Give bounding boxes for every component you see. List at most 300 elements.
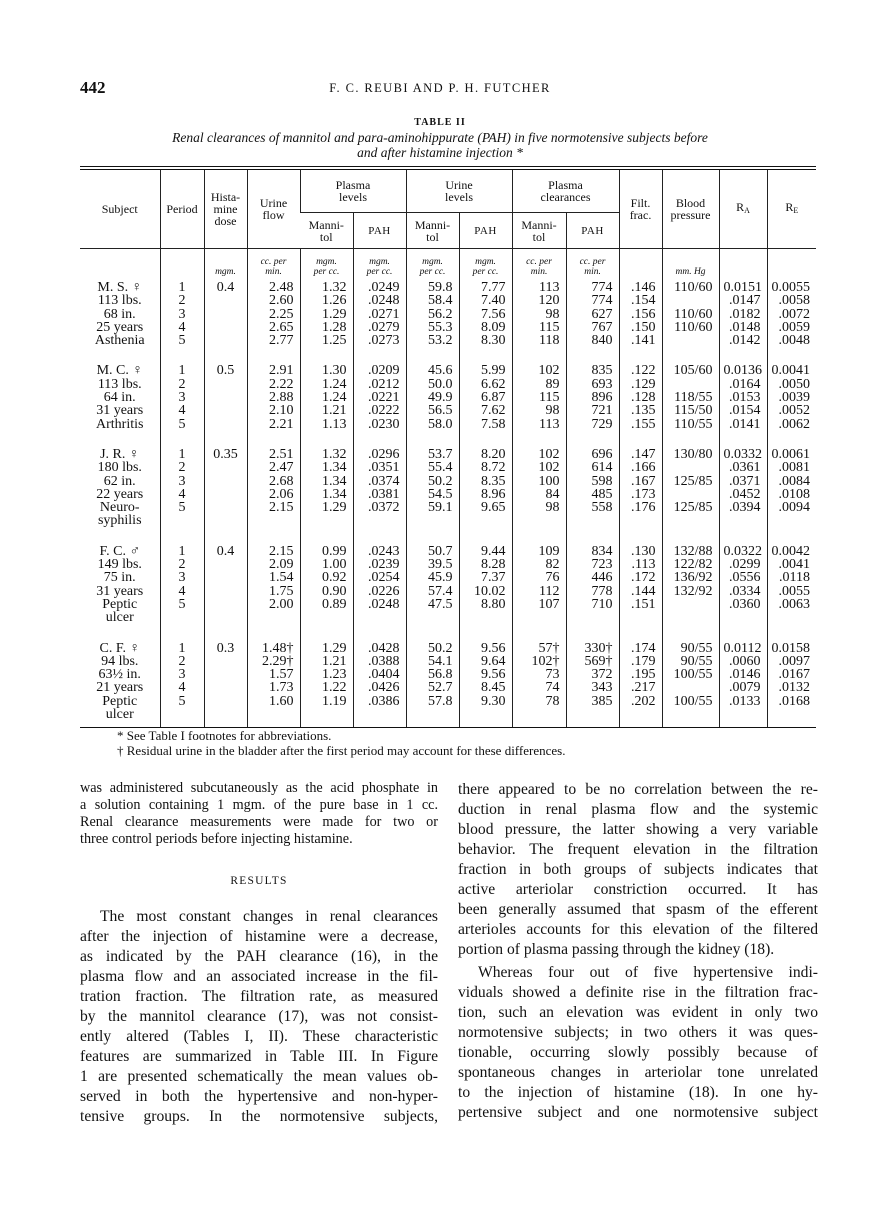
cell-value: 774 <box>591 293 613 309</box>
cell-value: .0239 <box>368 557 400 573</box>
urine-flow-cell <box>247 444 300 541</box>
cell-value: 598 <box>591 473 613 489</box>
cell-value: ulcer <box>105 707 134 723</box>
cell-value: 7.37 <box>481 570 506 586</box>
col-header-subject: Subject <box>101 202 138 216</box>
cell-value: 102 <box>538 460 560 476</box>
cell-value: 100/55 <box>673 693 713 709</box>
cell-value: .147 <box>631 446 656 462</box>
header-text: R <box>736 200 745 214</box>
units-row <box>80 249 816 278</box>
urine-mannitol-cell <box>406 541 459 638</box>
col-header-clearance-pah: PAH <box>566 213 619 249</box>
col-header-urine-pah: PAH <box>459 213 512 249</box>
ra-cell <box>719 444 767 541</box>
cell-value: .0452 <box>729 486 761 502</box>
cell-value: .0048 <box>778 333 811 349</box>
cell-value: 2.77 <box>269 333 294 349</box>
cell-value: 102† <box>531 653 560 669</box>
footnote-residual-urine: † Residual urine in the bladder after the first period may account for these differences. <box>117 743 566 758</box>
cell-value: .0050 <box>778 376 811 392</box>
cell-value: 1.24 <box>322 390 347 406</box>
cell-value: .0182 <box>729 306 761 322</box>
cell-value: .135 <box>631 403 656 419</box>
cell-value <box>667 378 715 391</box>
body-column-right <box>458 780 818 1123</box>
cell-value: .174 <box>631 640 656 656</box>
subject-group-row <box>80 541 816 638</box>
cell-value: 1.73 <box>269 680 294 696</box>
cell-value: 89 <box>545 376 560 392</box>
cell-value: 58.0 <box>428 416 453 432</box>
cell-value: 45.6 <box>428 363 453 379</box>
cell-value: .0084 <box>778 473 811 489</box>
cell-value: 59.8 <box>428 280 453 295</box>
header-text: dose <box>214 214 237 228</box>
clearance-mannitol-cell <box>512 277 566 360</box>
urine-flow-cell <box>247 360 300 443</box>
clearance-pah-cell <box>566 277 619 360</box>
plasma-mannitol-cell <box>300 638 353 728</box>
cell-value: .0372 <box>368 500 400 516</box>
cell-value: 558 <box>591 500 613 516</box>
header-subscript: A <box>744 206 750 215</box>
cell-value: 1.29 <box>322 500 347 516</box>
cell-value: .151 <box>631 596 656 612</box>
re-cell <box>767 638 816 728</box>
cell-value <box>667 488 715 501</box>
cell-value: 0.0151 <box>723 280 763 295</box>
cell-value: .0226 <box>368 583 400 599</box>
subject-cell <box>80 360 160 443</box>
cell-value: 90/55 <box>680 640 713 656</box>
cell-value: 2.65 <box>269 319 294 335</box>
cell-value: .166 <box>631 460 656 476</box>
cell-value: 63½ in. <box>98 667 141 683</box>
cell-value <box>667 681 715 694</box>
cell-value: 105/60 <box>673 363 713 379</box>
cell-value: 50.2 <box>428 473 453 489</box>
cell-value: 75 in. <box>103 570 136 586</box>
cell-value: .0371 <box>729 473 761 489</box>
unit-urine-pah: mgm. per cc. <box>459 249 512 278</box>
cell-value: .0404 <box>368 667 400 683</box>
header-subscript: E <box>793 206 799 215</box>
cell-value: .0271 <box>368 306 400 322</box>
cell-value: 115 <box>539 319 560 335</box>
blood-pressure-cell <box>662 360 719 443</box>
header-text: flow <box>262 208 285 222</box>
cell-value: .0146 <box>729 667 761 683</box>
cell-value: 0.92 <box>322 570 347 586</box>
cell-value: 94 lbs. <box>101 653 139 669</box>
cell-value: 5.99 <box>481 363 506 379</box>
cell-value: 132/88 <box>673 543 713 559</box>
re-cell <box>767 541 816 638</box>
cell-value: .0221 <box>368 390 400 406</box>
col-group-urine-levels <box>406 170 512 213</box>
cell-value: 721 <box>591 403 613 419</box>
cell-value: 2.88 <box>269 390 294 406</box>
cell-value: .0334 <box>729 583 761 599</box>
blood-pressure-cell <box>662 541 719 638</box>
cell-value: 2 <box>178 557 186 573</box>
cell-value: 76 <box>545 570 560 586</box>
cell-value: 1.48† <box>262 640 294 656</box>
cell-value: 73 <box>545 667 560 683</box>
header-text: Urine <box>445 178 473 192</box>
cell-value: .0062 <box>778 416 811 432</box>
cell-value: .155 <box>631 416 656 432</box>
cell-value: ulcer <box>105 610 134 626</box>
cell-value: 7.40 <box>481 293 506 309</box>
clearance-mannitol-cell <box>512 638 566 728</box>
cell-value: 102 <box>538 446 560 462</box>
cell-value: 118 <box>539 333 560 349</box>
cell-value: 115/50 <box>674 403 713 419</box>
subject-group-row <box>80 444 816 541</box>
cell-value: 130/80 <box>673 446 713 462</box>
cell-value: 21 years <box>96 680 144 696</box>
table-label: TABLE II <box>414 117 466 128</box>
cell-value: .0230 <box>368 416 400 432</box>
cell-value: 1.30 <box>322 363 347 379</box>
blood-pressure-cell <box>662 277 719 360</box>
cell-value: 696 <box>591 446 613 462</box>
unit-clearance-mannitol: cc. per min. <box>512 249 566 278</box>
cell-value: .195 <box>631 667 656 683</box>
cell-value: 2 <box>178 460 186 476</box>
cell-value: 110/60 <box>674 306 713 322</box>
cell-value: 7.56 <box>481 306 506 322</box>
cell-value: 0.0041 <box>771 363 811 379</box>
col-header-blood-pressure <box>662 170 719 249</box>
cell-value: 9.56 <box>481 667 506 683</box>
urine-pah-cell <box>459 360 512 443</box>
cell-value: 98 <box>545 306 560 322</box>
cell-value: M. C. ♀ <box>96 363 143 379</box>
cell-value: 47.5 <box>428 596 453 612</box>
cell-value: .0360 <box>729 596 761 612</box>
dose-cell: 0.4 <box>204 277 247 360</box>
cell-value: 1.75 <box>269 583 294 599</box>
cell-value: 6.62 <box>481 376 506 392</box>
header-text: Plasma <box>548 178 583 192</box>
cell-value <box>667 461 715 474</box>
footnote-abbreviations: * See Table I footnotes for abbreviations. <box>117 728 332 743</box>
cell-value: 343 <box>591 680 613 696</box>
cell-value: 39.5 <box>428 557 453 573</box>
plasma-mannitol-cell <box>300 444 353 541</box>
urine-mannitol-cell <box>406 638 459 728</box>
cell-value: 0.0158 <box>771 640 811 656</box>
cell-value: .129 <box>631 376 656 392</box>
cell-value: 1 <box>178 280 186 295</box>
cell-value: .0428 <box>368 640 400 656</box>
cell-value: 52.7 <box>428 680 453 696</box>
urine-flow-cell <box>247 277 300 360</box>
cell-value: 372 <box>591 667 613 683</box>
cell-value: 778 <box>591 583 613 599</box>
cell-value: 2.60 <box>269 293 294 309</box>
caption-line: and after histamine injection * <box>357 145 523 160</box>
cell-value: 55.4 <box>428 460 453 476</box>
cell-value: 1.34 <box>322 473 347 489</box>
cell-value: 110/55 <box>674 416 713 432</box>
col-group-plasma-levels <box>300 170 406 213</box>
cell-value: .0041 <box>778 557 811 573</box>
col-header-urine-flow <box>247 170 300 249</box>
cell-value: 100/55 <box>673 667 713 683</box>
cell-value: 330† <box>584 640 613 656</box>
cell-value: 1.23 <box>322 667 347 683</box>
cell-value: .179 <box>631 653 656 669</box>
cell-value: .0164 <box>729 376 761 392</box>
ra-cell <box>719 277 767 360</box>
cell-value: .130 <box>631 543 656 559</box>
paragraph-correlation: there appeared to be no correlation between the re- duction in renal plasma flow and the systemic blood pressure, the latter showing a very variable behavior. The frequent elevation in the filtration fraction in both groups of subjects indicates that active arteriolar constriction occurred. It has been generally assumed that spasm of the efferent arterioles accounts for this elevation of the filtered portion of plasma passing through the kidney (18). <box>458 781 818 958</box>
cell-value: 45.9 <box>428 570 453 586</box>
urine-mannitol-cell <box>406 360 459 443</box>
cell-value: .0426 <box>368 680 400 696</box>
cell-value: 767 <box>591 319 613 335</box>
cell-value: 0.0055 <box>771 280 811 295</box>
cell-value: .0296 <box>368 446 400 462</box>
cell-value: 9.44 <box>481 543 506 559</box>
cell-value: 149 lbs. <box>97 557 142 573</box>
period-cell <box>160 638 204 728</box>
cell-value: 835 <box>591 363 613 379</box>
cell-value: 90/55 <box>680 653 713 669</box>
cell-value: 59.1 <box>428 500 453 516</box>
cell-value: 9.56 <box>481 640 506 656</box>
cell-value: 57.4 <box>428 583 453 599</box>
unit-urine-flow: cc. per min. <box>247 249 300 278</box>
cell-value: 8.45 <box>481 680 506 696</box>
cell-value: 8.28 <box>481 557 506 573</box>
cell-value: 1.13 <box>322 416 347 432</box>
cell-value: 2.15 <box>269 543 294 559</box>
cell-value: 125/85 <box>673 500 713 516</box>
cell-value: .0060 <box>729 653 761 669</box>
cell-value: .0212 <box>368 376 400 392</box>
cell-value: 1.32 <box>322 280 347 295</box>
cell-value: 8.30 <box>481 333 506 349</box>
cell-value: 50.2 <box>428 640 453 656</box>
cell-value: 1 <box>178 446 186 462</box>
clearance-pah-cell <box>566 638 619 728</box>
cell-value: C. F. ♀ <box>99 640 140 656</box>
page-number: 442 <box>80 78 106 97</box>
plasma-mannitol-cell <box>300 360 353 443</box>
table-footnotes <box>117 728 565 758</box>
cell-value: 485 <box>591 486 613 502</box>
cell-value: 58.4 <box>428 293 453 309</box>
subject-group-row <box>80 638 816 728</box>
cell-value: 132/92 <box>673 583 713 599</box>
cell-value: 5 <box>178 596 186 612</box>
subject-cell <box>80 541 160 638</box>
unit-plasma-mannitol: mgm. per cc. <box>300 249 353 278</box>
col-header-re <box>767 170 816 249</box>
cell-value: 4 <box>178 319 186 335</box>
cell-value: 1.24 <box>322 376 347 392</box>
unit-cell <box>767 249 816 278</box>
cell-value: syphilis <box>97 513 142 529</box>
cell-value: 1.28 <box>322 319 347 335</box>
cell-value: 1.34 <box>322 460 347 476</box>
header-text: Filt. <box>630 196 651 210</box>
cell-value: .0079 <box>729 680 761 696</box>
cell-value: 78 <box>545 693 560 709</box>
clearance-mannitol-cell <box>512 444 566 541</box>
cell-value: 1.32 <box>322 446 347 462</box>
unit-cell <box>619 249 662 278</box>
header-text: Plasma <box>335 178 371 192</box>
cell-value: .0118 <box>779 570 811 586</box>
cell-value: 896 <box>591 390 613 406</box>
cell-value: .146 <box>631 280 656 295</box>
cell-value: 0.0136 <box>723 363 763 379</box>
cell-value: .0058 <box>778 293 811 309</box>
cell-value: .0556 <box>729 570 761 586</box>
dose-cell: 0.35 <box>204 444 247 541</box>
col-header-period: Period <box>160 170 204 249</box>
cell-value: .0154 <box>729 403 761 419</box>
data-table <box>80 170 816 727</box>
dose-cell: 0.5 <box>204 360 247 443</box>
cell-value: .144 <box>631 583 656 599</box>
cell-value: .0222 <box>368 403 400 419</box>
col-group-plasma-clearances <box>512 170 619 213</box>
header-text: Urine <box>259 196 288 210</box>
cell-value: 122/82 <box>673 557 713 573</box>
cell-value: 0.90 <box>322 583 347 599</box>
cell-value: 115 <box>539 390 560 406</box>
cell-value: Peptic <box>102 596 138 612</box>
cell-value: 113 lbs. <box>97 376 142 392</box>
cell-value: 110/60 <box>674 280 713 295</box>
cell-value: .0361 <box>729 460 761 476</box>
urine-pah-cell <box>459 541 512 638</box>
cell-value <box>667 294 715 307</box>
cell-value: 1.25 <box>322 333 347 349</box>
cell-value: 8.20 <box>481 446 506 462</box>
cell-value: 4 <box>178 680 186 696</box>
cell-value: 710 <box>591 596 613 612</box>
cell-value: .217 <box>631 680 656 696</box>
urine-pah-cell <box>459 638 512 728</box>
period-cell <box>160 444 204 541</box>
cell-value: .0299 <box>729 557 761 573</box>
urine-pah-cell <box>459 277 512 360</box>
cell-value: .0388 <box>368 653 400 669</box>
cell-value: .0273 <box>368 333 400 349</box>
cell-value: 50.0 <box>428 376 453 392</box>
cell-value: 2 <box>178 293 186 309</box>
cell-value: .167 <box>631 473 656 489</box>
cell-value: 9.30 <box>481 693 506 709</box>
col-header-filt-frac <box>619 170 662 249</box>
cell-value: 614 <box>591 460 613 476</box>
col-header-plasma-mannitol: Manni- tol <box>300 213 353 249</box>
cell-value: .0094 <box>778 500 811 516</box>
cell-value: 2.10 <box>269 403 294 419</box>
cell-value: 2.51 <box>269 446 294 462</box>
ra-cell <box>719 638 767 728</box>
cell-value: 113 <box>539 280 560 295</box>
cell-value: 2.47 <box>269 460 294 476</box>
cell-value: .172 <box>631 570 656 586</box>
cell-value: 9.65 <box>481 500 506 516</box>
cell-value: 446 <box>591 570 613 586</box>
urine-mannitol-cell <box>406 444 459 541</box>
cell-value: Asthenia <box>94 333 145 349</box>
cell-value: 1.57 <box>269 667 294 683</box>
cell-value: .0254 <box>368 570 400 586</box>
cell-value: 8.35 <box>481 473 506 489</box>
cell-value: .0097 <box>778 653 811 669</box>
running-head: F. C. REUBI AND P. H. FUTCHER <box>329 81 551 95</box>
cell-value: 834 <box>591 543 613 559</box>
cell-value: .0052 <box>778 403 811 419</box>
col-header-plasma-pah: PAH <box>353 213 406 249</box>
unit-plasma-pah: mgm. per cc. <box>353 249 406 278</box>
subject-cell <box>80 638 160 728</box>
filt-frac-cell <box>619 360 662 443</box>
col-header-dose <box>204 170 247 249</box>
cell-value: 2.48 <box>269 280 294 295</box>
cell-value: 2.91 <box>269 363 294 379</box>
cell-value: 1.19 <box>322 693 347 709</box>
cell-value: 3 <box>178 306 186 322</box>
cell-value: 100 <box>538 473 560 489</box>
cell-value: .122 <box>631 363 656 379</box>
cell-value: 2.15 <box>269 500 294 516</box>
cell-value: 2 <box>178 376 186 392</box>
cell-value: 62 in. <box>103 473 136 489</box>
unit-clearance-pah: cc. per min. <box>566 249 619 278</box>
col-header-urine-mannitol: Manni- tol <box>406 213 459 249</box>
re-cell <box>767 360 816 443</box>
cell-value: .156 <box>631 306 656 322</box>
period-cell <box>160 360 204 443</box>
paragraph-results: The most constant changes in renal clearances after the injection of histamine were a decrease, as indicated by the PAH clearance (16), in the plasma flow and an associated increase in the fil- tration fraction. The filtration rate, as measured by the mannitol clearance (17), was not consist- ently altered (Tables I, II). These characteristic features are summarized in Table III. In Figure 1 are presented schematically the mean values ob- served in both the hypertensive and non-hyper- tensive groups. In the normotensive subjects, <box>80 908 438 1125</box>
subject-cell <box>80 444 160 541</box>
cell-value: 53.7 <box>428 446 453 462</box>
header-text: pressure <box>670 208 711 222</box>
dose-cell: 0.3 <box>204 638 247 728</box>
cell-value: 2.22 <box>269 376 294 392</box>
cell-value: 1 <box>178 640 186 656</box>
cell-value: .0374 <box>368 473 400 489</box>
cell-value: 2.09 <box>269 557 294 573</box>
cell-value: .173 <box>631 486 656 502</box>
cell-value: .0039 <box>778 390 811 406</box>
urine-pah-cell <box>459 444 512 541</box>
unit-cell <box>80 249 160 278</box>
cell-value: .154 <box>631 293 656 309</box>
blood-pressure-cell <box>662 444 719 541</box>
cell-value: 4 <box>178 486 186 502</box>
section-heading-results: RESULTS <box>230 875 288 887</box>
cell-value: .0132 <box>778 680 811 696</box>
cell-value: .0142 <box>729 333 761 349</box>
clearance-pah-cell <box>566 541 619 638</box>
cell-value: .0063 <box>778 596 811 612</box>
cell-value: 5 <box>178 333 186 349</box>
cell-value: 569† <box>584 653 613 669</box>
